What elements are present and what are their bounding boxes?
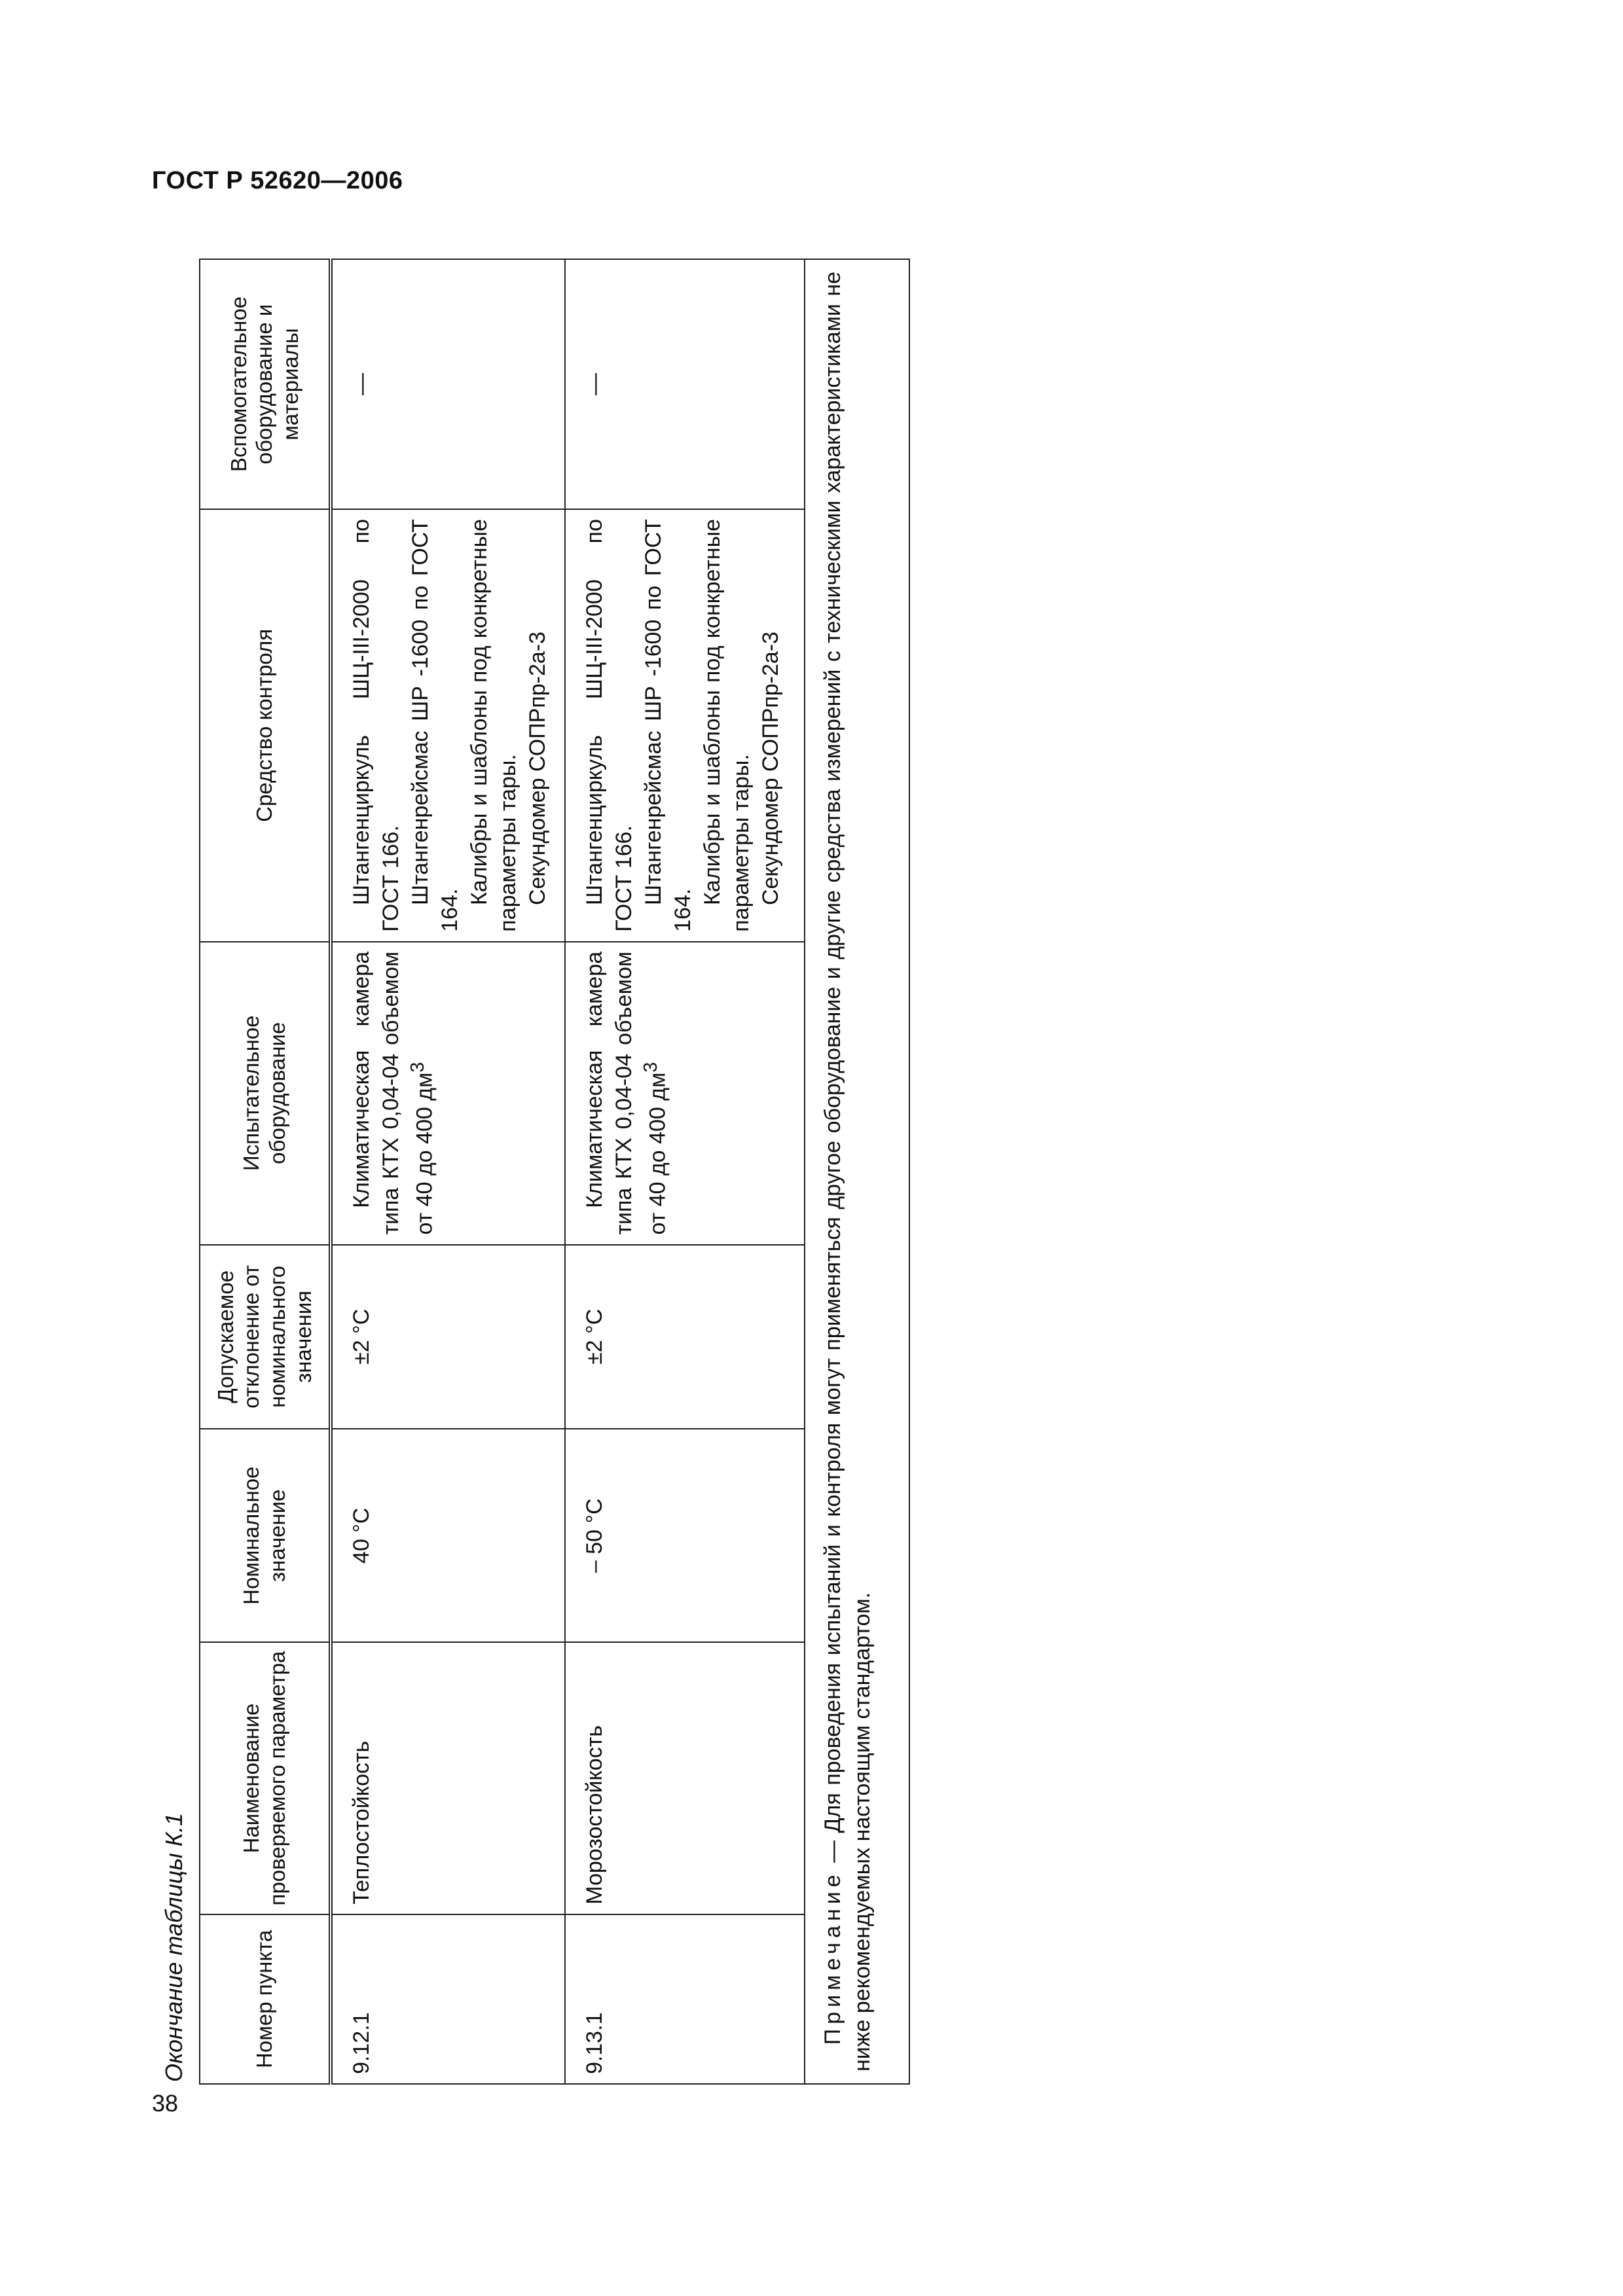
cell-parameter: Теплостойкость	[331, 1642, 565, 1914]
cell-tolerance: ±2 °С	[331, 1245, 565, 1429]
document-id: ГОСТ Р 52620—2006	[152, 167, 403, 194]
header-test-equipment: Испытательное оборудование	[200, 942, 331, 1245]
inspection-table	[199, 259, 910, 2085]
cell-test-equipment	[331, 942, 565, 1245]
header-nominal: Номинальное значение	[200, 1429, 331, 1642]
equipment-superscript: 3	[407, 1062, 428, 1073]
control-line: Штангенрейсмас ШР -1600 по ГОСТ 164.	[407, 519, 462, 932]
cell-control-means	[565, 509, 805, 942]
table-row	[331, 259, 565, 2084]
control-line: Секундомер СОПРпр-2а-3	[525, 632, 551, 905]
cell-test-equipment	[565, 942, 805, 1245]
table-header-row	[200, 259, 331, 2084]
control-line: Калибры и шаблоны под конкретные параметры тары.	[699, 519, 754, 932]
cell-item-number: 9.13.1	[565, 1914, 805, 2084]
header-tolerance: Допускаемое отклонение от номинального значения	[200, 1245, 331, 1429]
page-number: 38	[152, 2090, 179, 2117]
cell-nominal: – 50 °С	[565, 1429, 805, 1642]
control-line: Секундомер СОПРпр-2а-3	[758, 632, 784, 905]
cell-auxiliary: —	[565, 259, 805, 509]
table-frame	[199, 259, 875, 2085]
header-parameter: Наименование проверяемого параметра	[200, 1642, 331, 1914]
header-auxiliary: Вспомогательное оборудование и материалы	[200, 259, 331, 509]
cell-control-means	[331, 509, 565, 942]
table-note-row	[805, 259, 909, 2084]
rotated-table-block	[155, 259, 894, 2085]
table-caption: Окончание таблицы К.1	[160, 1812, 187, 2082]
note-label: Примечание	[820, 1870, 845, 2045]
table-row	[565, 259, 805, 2084]
cell-tolerance: ±2 °С	[565, 1245, 805, 1429]
equipment-text: Климатическая камера типа КТХ 0,04-04 объемом от 40 до 400 дм	[349, 951, 437, 1235]
control-line: Калибры и шаблоны под конкретные параметры тары.	[466, 519, 521, 932]
table-note	[805, 259, 909, 2084]
cell-parameter: Морозостойкость	[565, 1642, 805, 1914]
cell-nominal: 40 °С	[331, 1429, 565, 1642]
equipment-superscript: 3	[640, 1062, 661, 1073]
control-line: Штангенциркуль ШЦ-III-2000 по ГОСТ 166.	[349, 519, 403, 932]
header-control-means: Средство контроля	[200, 509, 331, 942]
control-line: Штангенциркуль ШЦ-III-2000 по ГОСТ 166.	[582, 519, 636, 932]
control-line: Штангенрейсмас ШР -1600 по ГОСТ 164.	[640, 519, 695, 932]
header-item-number: Номер пункта	[200, 1914, 331, 2084]
note-text: — Для проведения испытаний и контроля могут применяться другое оборудование и другие средства измерений с техническими характеристиками не ниже рекомендуемых настоящим стандартом.	[820, 272, 875, 2072]
cell-auxiliary: —	[331, 259, 565, 509]
equipment-text: Климатическая камера типа КТХ 0,04-04 объемом от 40 до 400 дм	[582, 951, 670, 1235]
cell-item-number: 9.12.1	[331, 1914, 565, 2084]
